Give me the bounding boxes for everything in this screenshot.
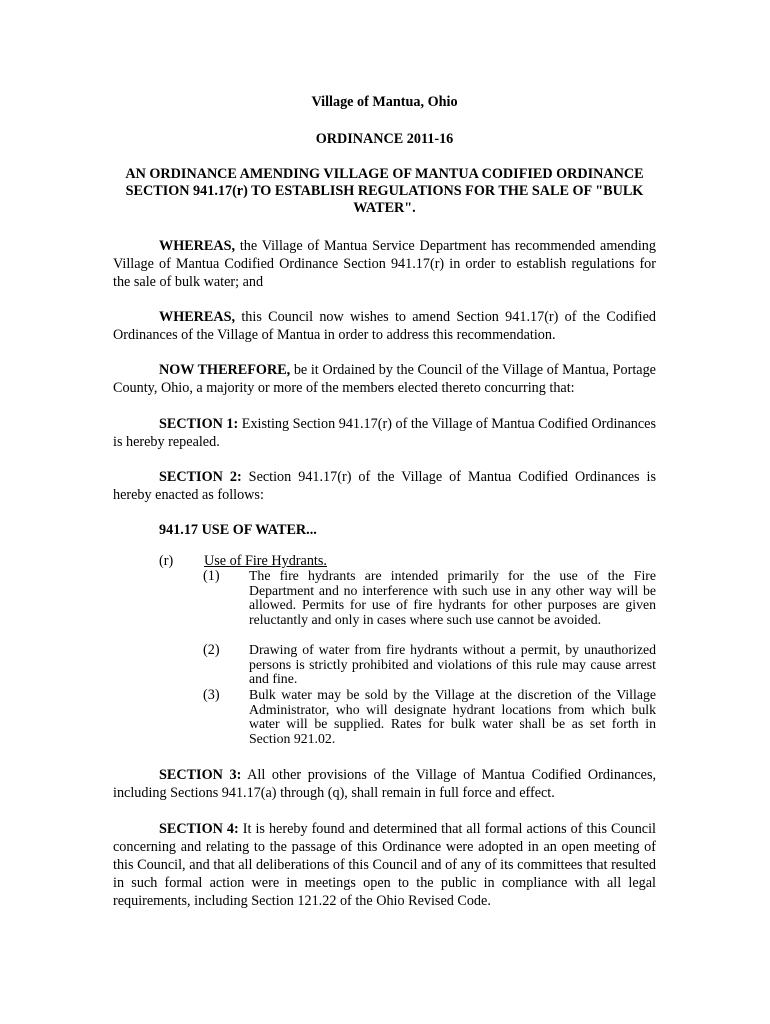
section-2-text: Section 941.17(r) of the Village of Mantua Codified Ordinances is hereby enacted as follows: bbox=[113, 469, 657, 503]
section-1-lead: SECTION 1: bbox=[159, 416, 239, 432]
village-title: Village of Mantua, Ohio bbox=[311, 94, 458, 110]
section-2-lead: SECTION 2: bbox=[159, 469, 242, 485]
item-2-number: (2) bbox=[203, 642, 220, 658]
item-1-number: (1) bbox=[203, 568, 220, 584]
section-3-lead: SECTION 3: bbox=[159, 767, 242, 783]
section-1-paragraph bbox=[113, 415, 656, 451]
now-therefore-paragraph bbox=[113, 361, 656, 397]
subsection-r-title: Use of Fire Hydrants. bbox=[204, 553, 327, 569]
item-3-text: Bulk water may be sold by the Village at the discretion of the Village Administrator, who will designate hydrant locations from which bulk water will be supplied. Rates for bulk water shall be as set forth in Section 921.02. bbox=[249, 687, 656, 746]
subsection-r-label: (r) bbox=[159, 553, 174, 569]
whereas-lead: WHEREAS, bbox=[159, 238, 236, 254]
section-3-text: All other provisions of the Village of Mantua Codified Ordinances, including Sections 941.17(a) through (q), shall remain in full force and effect. bbox=[113, 767, 657, 801]
ordinance-title: AN ORDINANCE AMENDING VILLAGE OF MANTUA CODIFIED ORDINANCE SECTION 941.17(r) TO ESTABLISH REGULATIONS FOR THE SALE OF "BULK WATER". bbox=[125, 166, 644, 216]
section-3-paragraph bbox=[113, 766, 656, 802]
whereas-text: the Village of Mantua Service Department has recommended amending Village of Mantua Codified Ordinance Section 941.17(r) in order to establish regulations for the sale of bulk water; and bbox=[113, 238, 656, 290]
section-1-text: Existing Section 941.17(r) of the Village of Mantua Codified Ordinances is hereby repealed. bbox=[113, 416, 656, 450]
section-4-text: It is hereby found and determined that all formal actions of this Council concerning and relating to the passage of this Ordinance were adopted in an open meeting of this Council, and that all deliberations of this Council and of any of its committees that resulted in such formal action were in meetings open to the public in compliance with all legal requirements, including Section 121.22 of the Ohio Revised Code. bbox=[113, 821, 656, 909]
now-therefore-text: be it Ordained by the Council of the Village of Mantua, Portage County, Ohio, a majority or more of the members elected thereto concurring that: bbox=[113, 362, 656, 396]
ordinance-number: ORDINANCE 2011-16 bbox=[315, 131, 454, 147]
whereas-lead: WHEREAS, bbox=[159, 309, 236, 325]
item-1-text: The fire hydrants are intended primarily for the use of the Fire Department and no interference with such use in any other way will be allowed. Permits for use of fire hydrants for other purposes are given reluctantly and only in cases where such use cannot be avoided. bbox=[249, 568, 656, 627]
item-3-number: (3) bbox=[203, 687, 220, 703]
whereas-text: this Council now wishes to amend Section 941.17(r) of the Codified Ordinances of the Village of Mantua in order to address this recommendation. bbox=[113, 309, 656, 343]
whereas-paragraph-2 bbox=[113, 308, 656, 344]
section-2-paragraph bbox=[113, 468, 656, 504]
now-therefore-lead: NOW THEREFORE, bbox=[159, 362, 291, 378]
section-941-heading: 941.17 USE OF WATER... bbox=[159, 522, 317, 538]
whereas-paragraph-1 bbox=[113, 237, 656, 291]
section-4-lead: SECTION 4: bbox=[159, 821, 239, 837]
item-2-text: Drawing of water from fire hydrants without a permit, by unauthorized persons is strictly prohibited and violations of this rule may cause arrest and fine. bbox=[249, 642, 656, 687]
section-4-paragraph bbox=[113, 820, 656, 910]
